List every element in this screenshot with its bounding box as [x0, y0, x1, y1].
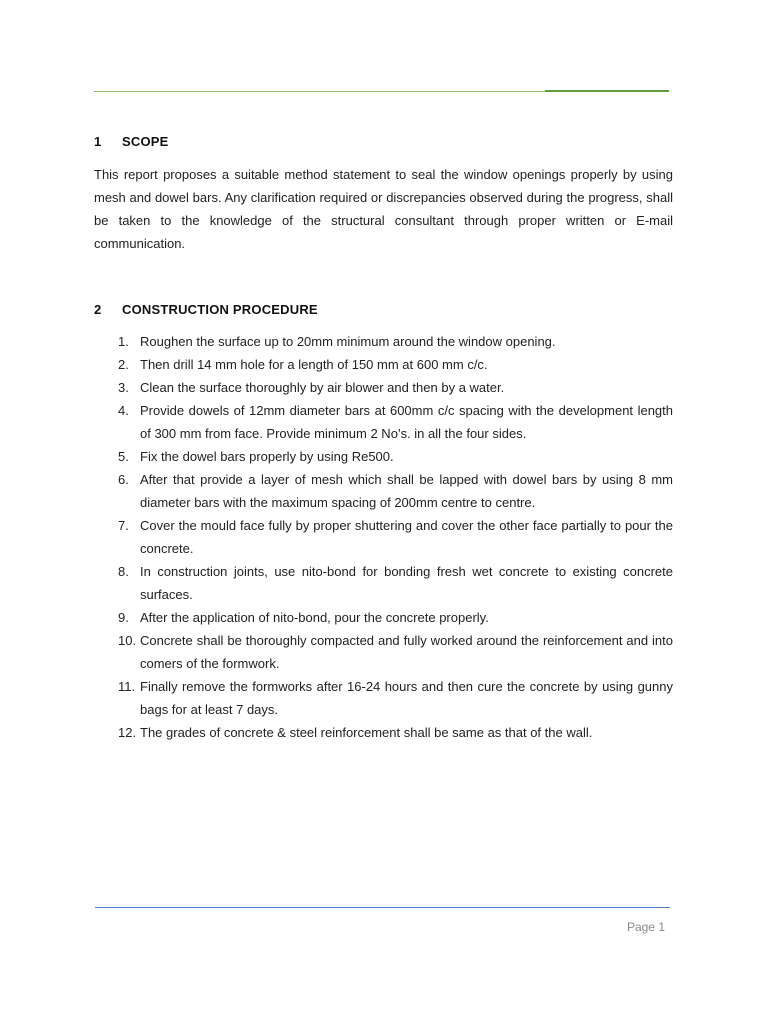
footer-rule: [95, 907, 670, 908]
procedure-step-text: After that provide a layer of mesh which shall be lapped with dowel bars by using 8 mm diameter bars with the maximum spacing of 200mm centre to centre.: [140, 472, 673, 510]
procedure-step: [94, 353, 673, 376]
procedure-step: [94, 606, 673, 629]
procedure-step-text: Concrete shall be thoroughly compacted and fully worked around the reinforcement and into comers of the formwork.: [140, 633, 673, 671]
procedure-steps-list: [94, 330, 673, 744]
procedure-step: [94, 330, 673, 353]
procedure-step-text: Clean the surface thoroughly by air blower and then by a water.: [140, 380, 505, 395]
procedure-step-number: 10.: [118, 633, 137, 648]
procedure-step-number: 6.: [118, 472, 129, 487]
procedure-step-text: After the application of nito-bond, pour the concrete properly.: [140, 610, 489, 625]
procedure-step-number: 4.: [118, 403, 129, 418]
procedure-step-number: 12.: [118, 725, 137, 740]
procedure-step: [94, 721, 673, 744]
procedure-step: [94, 514, 673, 560]
procedure-step: [94, 629, 673, 675]
procedure-step: [94, 560, 673, 606]
scope-heading-number: 1: [94, 134, 102, 149]
procedure-step-number: 9.: [118, 610, 129, 625]
procedure-step-text: Roughen the surface up to 20mm minimum around the window opening.: [140, 334, 556, 349]
procedure-step-text: Fix the dowel bars properly by using Re500.: [140, 449, 394, 464]
procedure-step-number: 5.: [118, 449, 129, 464]
scope-heading-title: SCOPE: [122, 134, 169, 149]
procedure-step: [94, 399, 673, 445]
procedure-step-text: Finally remove the formworks after 16-24 hours and then cure the concrete by using gunny bags for at least 7 days.: [140, 679, 673, 717]
procedure-step: [94, 445, 673, 468]
procedure-step-number: 2.: [118, 357, 129, 372]
procedure-step-number: 8.: [118, 564, 129, 579]
procedure-step-text: The grades of concrete & steel reinforcement shall be same as that of the wall.: [140, 725, 593, 740]
scope-paragraph: This report proposes a suitable method statement to seal the window openings properly by using mesh and dowel bars. Any clarification required or discrepancies observed during the progress, shall be taken to the knowledge of the structural consultant through proper written or E-mail communication.: [94, 167, 673, 251]
procedure-step: [94, 675, 673, 721]
scope-heading: [94, 134, 169, 149]
procedure-step-number: 1.: [118, 334, 129, 349]
procedure-step: [94, 468, 673, 514]
procedure-step-number: 7.: [118, 518, 129, 533]
procedure-step-number: 11.: [118, 679, 136, 694]
procedure-step-text: Cover the mould face fully by proper shuttering and cover the other face partially to pour the concrete.: [140, 518, 673, 556]
procedure-heading-title: CONSTRUCTION PROCEDURE: [122, 302, 318, 317]
procedure-step: [94, 376, 673, 399]
procedure-heading-number: 2: [94, 302, 102, 317]
procedure-step-text: Provide dowels of 12mm diameter bars at 600mm c/c spacing with the development length of 300 mm from face. Provide minimum 2 No’s. in all the four sides.: [140, 403, 673, 441]
page-number: Page 1: [626, 920, 665, 934]
procedure-heading: [94, 302, 318, 317]
header-rule-accent: [545, 90, 669, 92]
procedure-step-text: In construction joints, use nito-bond for bonding fresh wet concrete to existing concrete surfaces.: [140, 564, 673, 602]
procedure-step-number: 3.: [118, 380, 129, 395]
procedure-step-text: Then drill 14 mm hole for a length of 150 mm at 600 mm c/c.: [140, 357, 488, 372]
